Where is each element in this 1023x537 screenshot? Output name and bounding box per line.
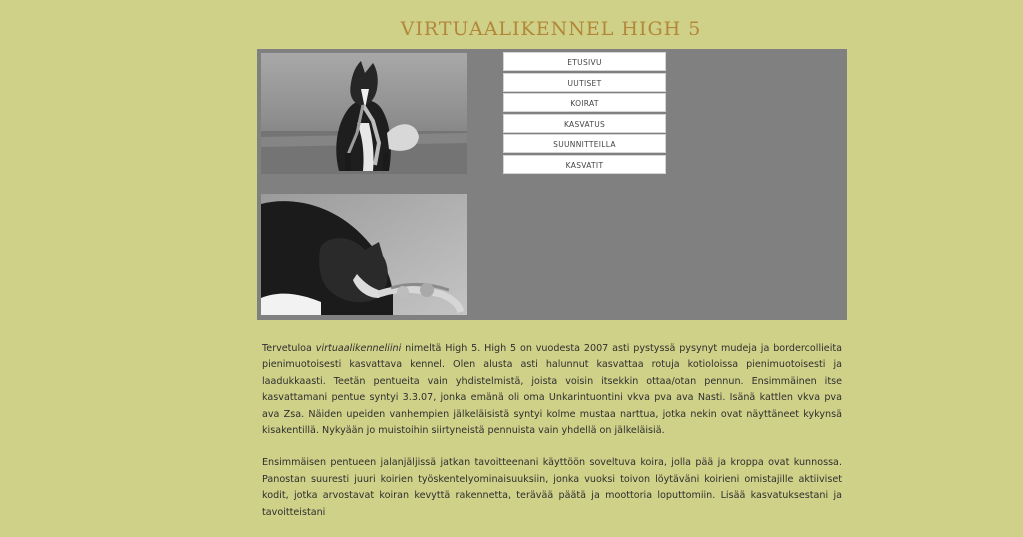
header-panel (257, 49, 847, 320)
goals-paragraph: Ensimmäisen pentueen jalanjäljissä jatkan tavoitteenani käyttöön soveltuva koira, jolla pää ja kroppa ovat kunnossa. Panostan suuresti juuri koirien työskentelyominaisuuksiin, jonka vuoksi toivon löytäväni koirieni omistajille aktiiviset kodit, jotka arvostavat koiran kevyttä rakennetta, terävää päätä ja moottoria loputtomiin. Lisää kasvatuksestani ja tavoitteistani (262, 457, 842, 518)
nav-item-suunnitteilla[interactable]: SUUNNITTEILLA (503, 134, 666, 153)
nav-item-kasvatit[interactable]: KASVATIT (503, 155, 666, 174)
nav-item-etusivu[interactable]: ETUSIVU (503, 52, 666, 71)
nav-item-koirat[interactable]: KOIRAT (503, 93, 666, 112)
main-nav (503, 52, 666, 175)
dog-photo-sitting (261, 53, 467, 174)
nav-item-uutiset[interactable]: UUTISET (503, 73, 666, 92)
intro-text-start: Tervetuloa (262, 343, 316, 354)
intro-paragraph (262, 341, 842, 439)
dog-lying-image (261, 194, 467, 315)
main-content (262, 341, 842, 537)
dog-photo-lying (261, 194, 467, 315)
nav-item-kasvatus[interactable]: KASVATUS (503, 114, 666, 133)
dog-sitting-image (261, 53, 467, 174)
site-title: VIRTUAALIKENNEL HIGH 5 (400, 18, 702, 40)
intro-emphasis: virtuaalikenneliini (315, 343, 402, 354)
intro-text-rest: nimeltä High 5. High 5 on vuodesta 2007 asti pystyssä pysynyt mudeja ja bordercollieita pienimuotoisesti kasvattava kennel. Olen alusta asti halunnut kasvattaa rotuja kotioloissa pienimuotoisesti ja laadukkaasti. Teetän pentueita vain yhdistelmistä, joista voisin itsekkin ottaa/otan pennun. Ensimmäinen itse kasvattamani pentue syntyi 3.3.07, jonka emänä oli oma Unkarintuontini vkva pva ava Nasti. Isänä kattlen vkva pva ava Zsa. Näiden upeiden vanhempien jälkeläisistä syntyi kolme mustaa narttua, jotka nekin ovat näyttäneet kykynsä kisakentillä. Nykyään jo muistoihin siirtyneistä pennuista vain yhdellä on jälkeläisiä. (262, 343, 843, 437)
